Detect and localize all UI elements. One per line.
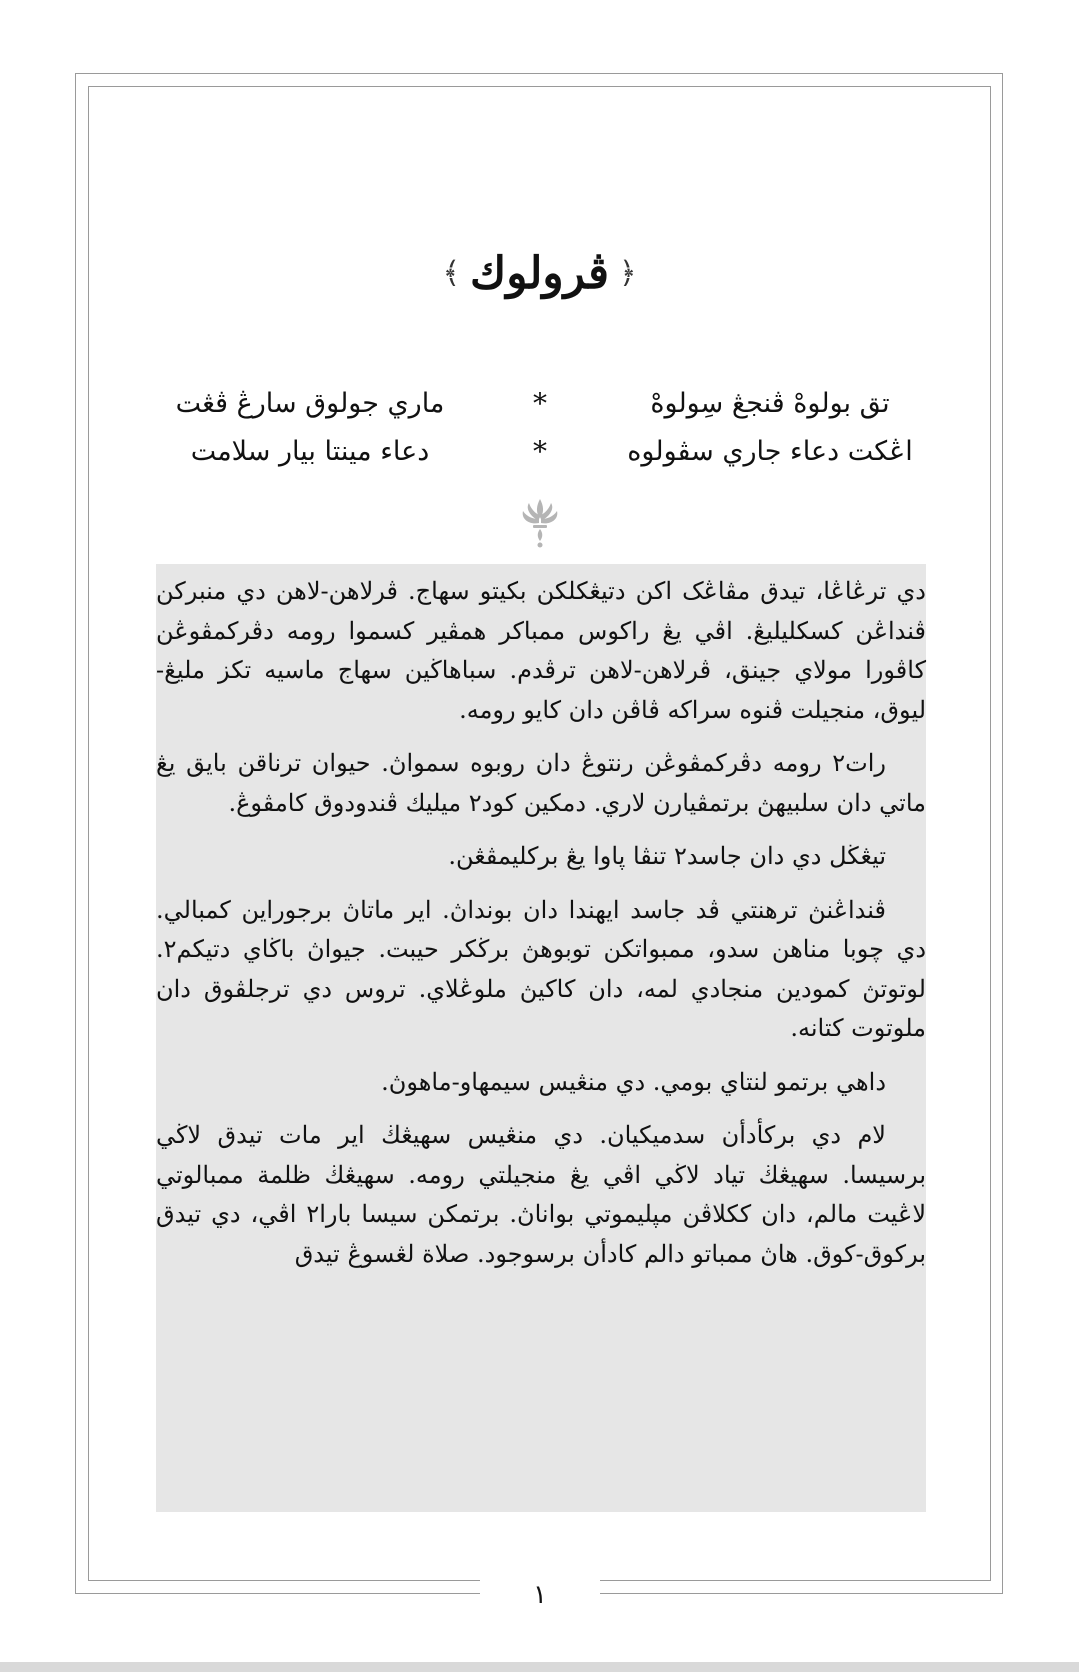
verse-hemistich-left: ماري جولوق سارڠ ڤڠت <box>175 388 445 419</box>
pantun-verse <box>150 380 930 476</box>
verse-line <box>150 380 930 428</box>
body-paragraph: داهي برتمو لنتاي بومي. دي منڠيس سيمهاو-ماهوڽ. <box>381 1067 886 1096</box>
body-paragraph: ڤنداڠنڽ ترهنتي ڤد جاسد ايهندا دان بونداڽ. اير ماتاڽ برجوراين كمبالي. دي چوبا مناهن سدو، ممبواتكن توبوهڽ برڬكر حيبت. جيواڽ باڬاي دتيكم٢. لوتوتڽ كمودين منجادي لمه، دان كاكيڽ ملوڠلاي. تروس دي ترجلڤوق دان ملوتوت كتانه. <box>156 895 926 1042</box>
fleuron-ornament-icon <box>519 497 561 549</box>
ornament-bracket-right-icon: ﴿ <box>618 255 637 291</box>
body-paragraph: دي ترڠاڠا، تيدق مڤاڠک اكن دتيڠكلكن بكيتو سهاج. ڤرلاهن-لاهن دي منبركن ڤنداڠن كسكليليڠ. اڤي يڠ راكوس ممباكر همڤير كسموا رومه دڤركمڤوڠن كاڤورا مولاي جينق، ڤرلاهن-لاهن ترڤدم. سباهاڬين سهاج ماسيه تكز مليڠ-ليوق، منجيلت ڤنوه سراكه ڤاڤن دان كايو رومه. <box>156 577 926 724</box>
verse-line <box>150 428 930 476</box>
chapter-title-text: ڤرولوك <box>470 247 609 299</box>
body-text <box>156 572 926 1288</box>
body-paragraph: لام دي بركأدأن سدميكيان. دي منڠيس سهيڠڬ اير مات تيدق لاڬي برسيسا. سهيڠڬ تياد لاڬي اڤي يڠ منجيلتي رومه. سهيڠڬ ظلمة ممبالوتي لاڠيت مالم، دان ككلاڤن مڽليموتي بواناڽ. برتمكن سيسا بارا٢ اڤي، دي تيدق بركوق-كوق. هاڽ ممباتو دالم كادأن برسوجود. صلاة لڠسوڠ تيدق <box>156 1121 927 1268</box>
bottom-edge-strip <box>0 1662 1079 1672</box>
body-paragraph: تيڠڬل دي دان جاسد٢ تنڤا ڽاوا يڠ بركليمڤڠن. <box>448 842 886 870</box>
verse-separator: * <box>533 435 547 468</box>
verse-hemistich-right: اڠكت دعاء جاري سڤولوه <box>627 436 913 467</box>
body-paragraph: رات٢ رومه دڤركمڤوڠن رنتوڠ دان روبوه سمواڽ. حيوان ترناقن بايق يڠ ماتي دان سلبيهڽ برتمڤيارن لاري. دمكين كود٢ ميليك ڤندودوق كامڤوڠ. <box>156 749 926 817</box>
verse-separator: * <box>533 387 547 420</box>
chapter-title <box>0 238 1079 308</box>
ornament-bracket-left-icon: ﴾ <box>442 255 461 291</box>
page-number-box <box>480 1575 600 1615</box>
verse-hemistich-right: تق بولوهْ ڤنجڠ سِولوهْ <box>650 388 890 419</box>
verse-hemistich-left: دعاء مينتا بيار سلامت <box>190 436 430 467</box>
page-number: ١ <box>533 1580 547 1610</box>
